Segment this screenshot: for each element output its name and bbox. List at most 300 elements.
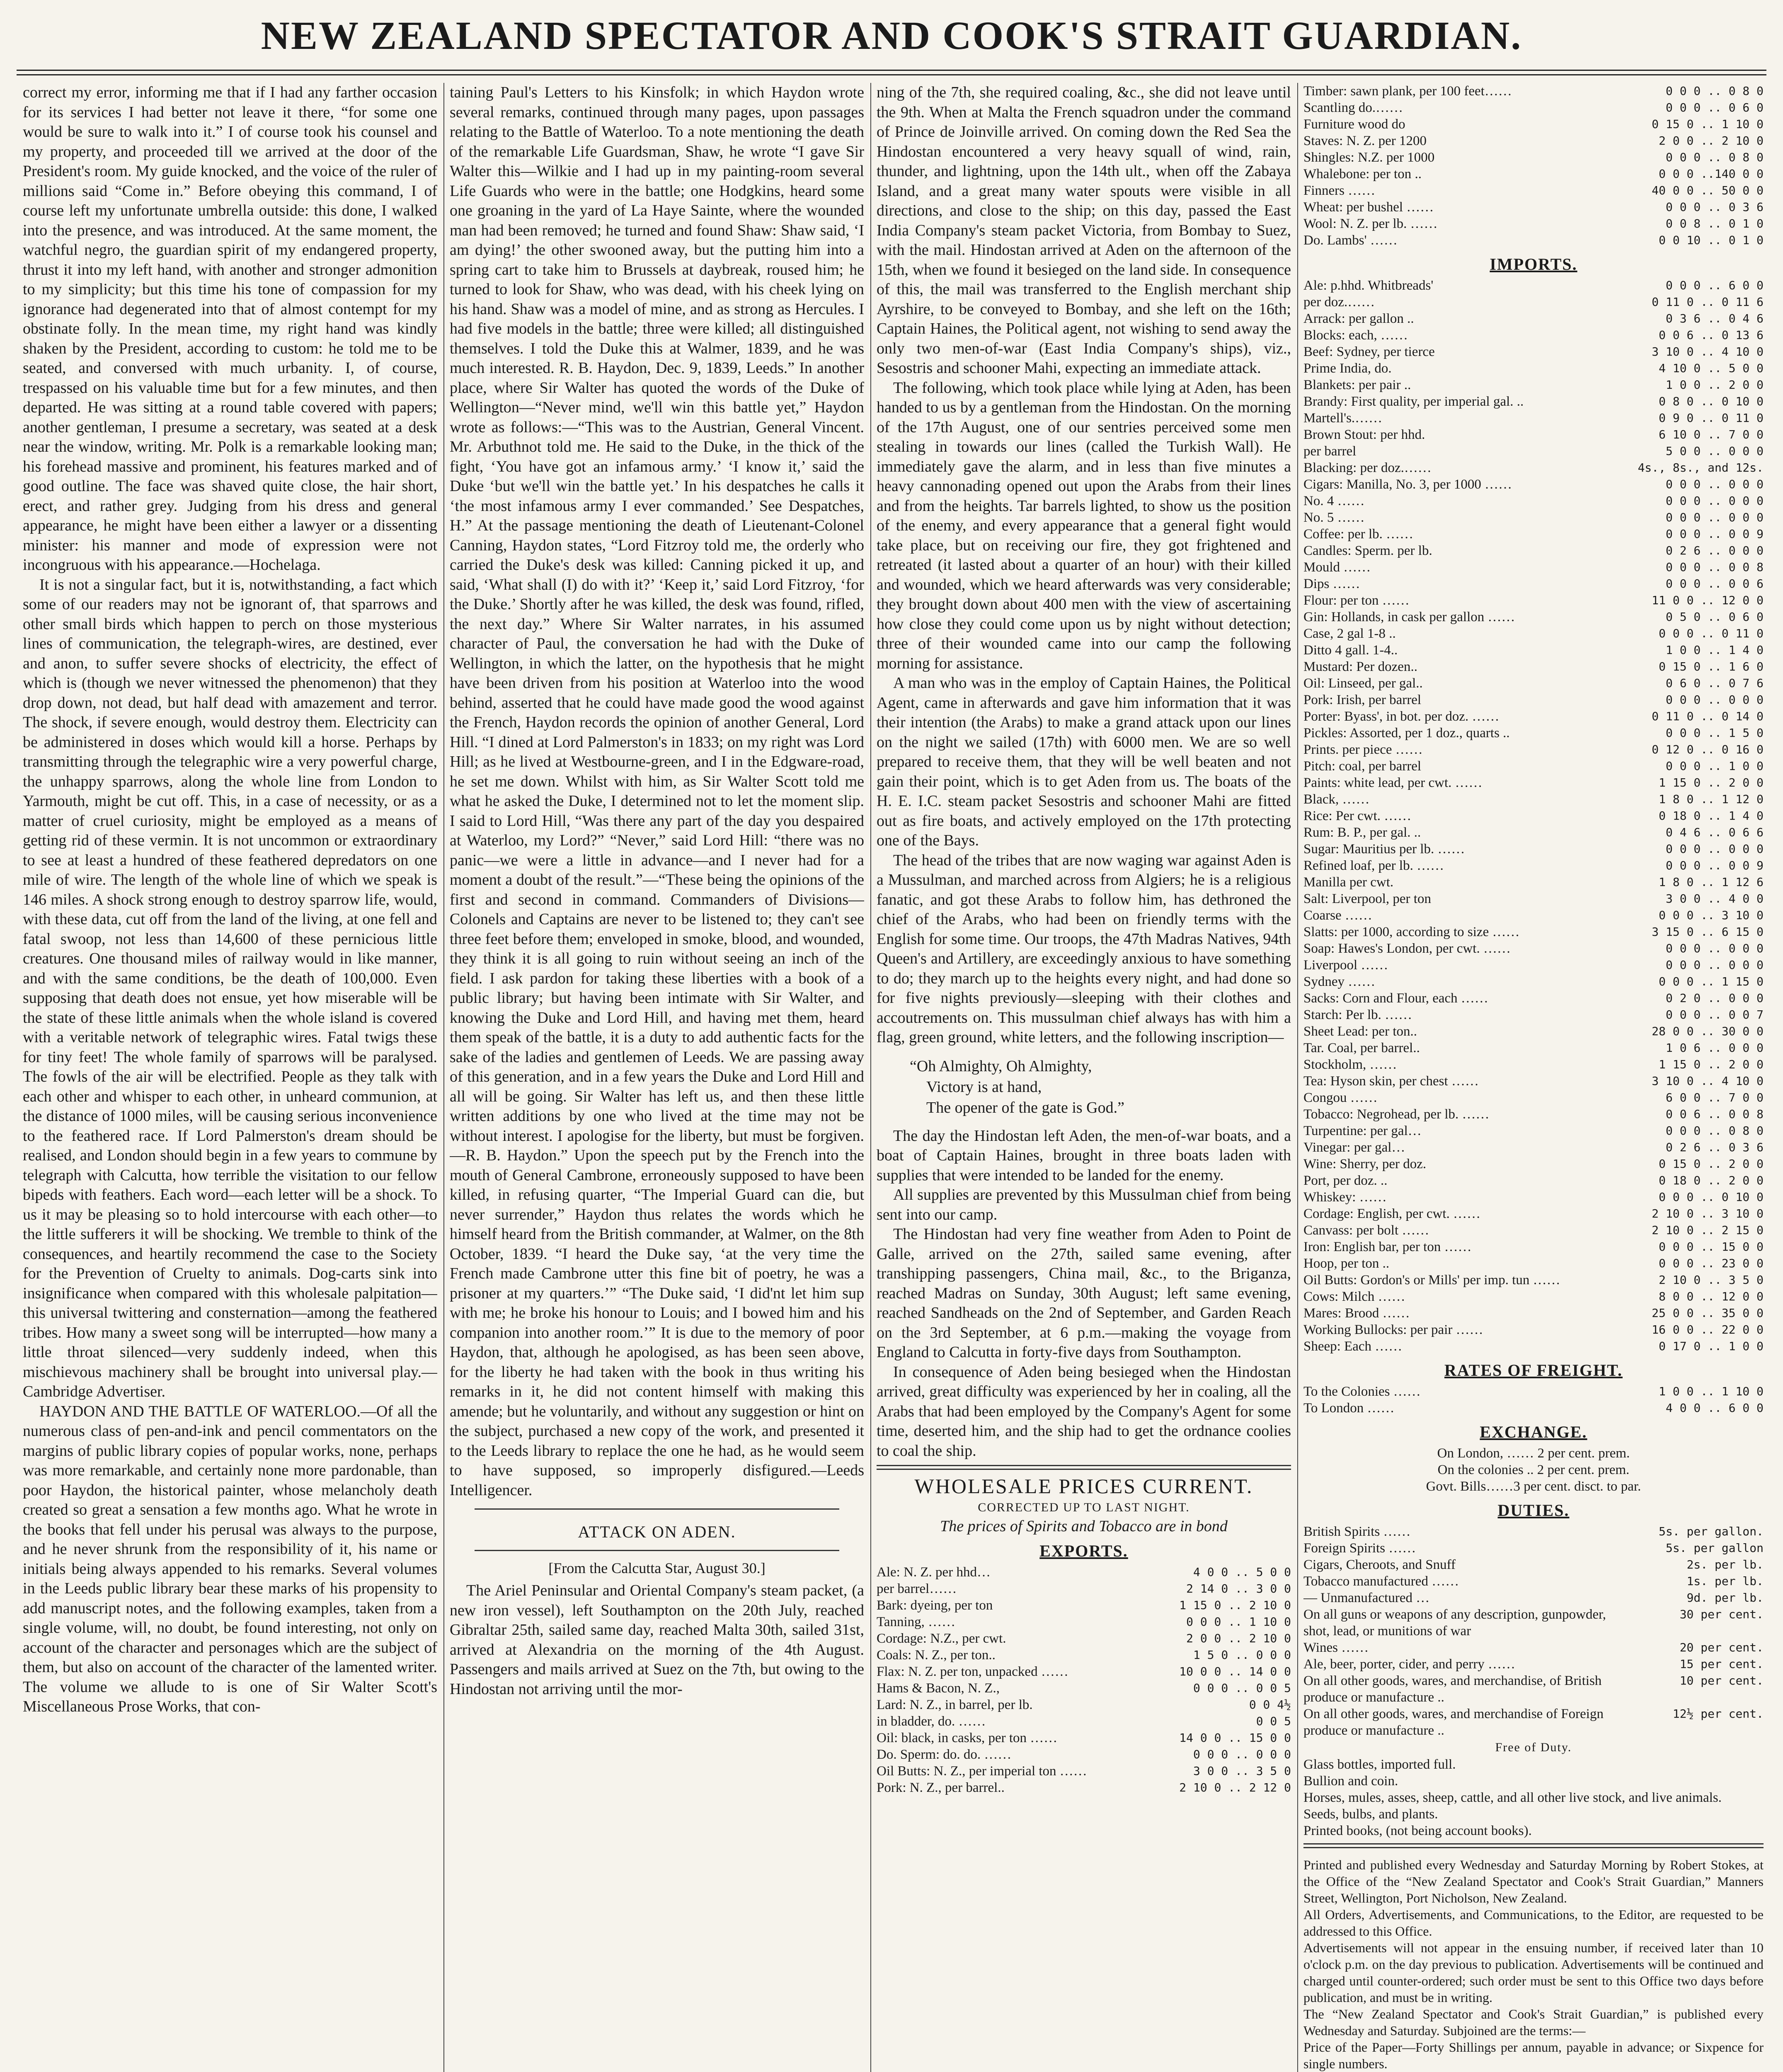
import-price-row-label: Gin: Hollands, in cask per gallon …… [1303, 610, 1515, 625]
import-price-row [1303, 327, 1764, 344]
colophon [1303, 1857, 1764, 2072]
import-price-row-label: Mares: Brood …… [1303, 1306, 1410, 1321]
import-price-row [1303, 1040, 1764, 1056]
import-price-row [1303, 791, 1764, 808]
import-price-row-label: Tobacco: Negrohead, per lb. …… [1303, 1107, 1490, 1122]
free-item: Bullion and coin. [1303, 1774, 1398, 1789]
import-price-row-label: Candles: Sperm. per lb. [1303, 543, 1432, 558]
colophon-para: Advertisements will not appear in the ensuing number, if received later than 10 o'clock p.m. on the day previous to publication. Advertisements will be continued and charged until counter-ordered; such order must be sent to this Office two days before publication, and must be in writing. [1303, 1940, 1764, 2005]
import-price-row-label: Cordage: English, per cwt. …… [1303, 1206, 1481, 1221]
freight-row-value: 4 0 0 .. 6 0 0 [1665, 1401, 1764, 1415]
import-price-row [1303, 891, 1764, 907]
export-price-row [877, 1697, 1291, 1713]
attack-source: [From the Calcutta Star, August 30.] [548, 1560, 766, 1576]
duty-row [1303, 1706, 1764, 1739]
import-price-row-value: 0 18 0 .. 1 4 0 [1659, 809, 1764, 823]
import-price-row-value: 0 11 0 .. 0 11 6 [1652, 295, 1764, 309]
import-price-row [1303, 973, 1764, 990]
import-price-row-value: 0 0 0 .. 0 0 0 [1665, 511, 1764, 524]
import-price-row-label: Mustard: Per dozen.. [1303, 659, 1417, 674]
import-price-row-label: per doz.…… [1303, 295, 1375, 310]
exchange-line: On the colonies .. 2 per cent. prem. [1437, 1462, 1630, 1477]
duty-row [1303, 1606, 1764, 1639]
import-price-row-label: Sugar: Mauritius per lb. …… [1303, 842, 1465, 857]
colophon-para: Printed and published every Wednesday and Saturday Morning by Robert Stokes, at the Office of the “New Zealand Spectator and Cook's Strait Guardian,” Manners Street, Wellington, Port Nicholson, New Zealand. [1303, 1857, 1764, 1905]
export-price-row-label: Oil: black, in casks, per ton …… [877, 1731, 1058, 1745]
import-price-row [1303, 907, 1764, 924]
article-paragraph: The head of the tribes that are now waging war against Aden is a Mussulman, and marched across from Algiers; he is a religious fanatic, and got these Arabs to follow him, has dethroned the chief of the Arabs, who had been on friendly terms with the English for some time. Our troops, the 47th Madras Natives, 94th Queen's and Artillery, are exceedingly anxious to have something to do; they march up to the heights every night, and had done so for five nights previously—sleeping with their clothes and accoutrements on. This mussulman chief always has with him a flag, green ground, white letters, and the following inscription— [877, 851, 1291, 1046]
export-price-row [877, 1564, 1291, 1581]
export-price-row [877, 1614, 1291, 1630]
import-price-row [1303, 708, 1764, 725]
exchange-list [1303, 1445, 1764, 1495]
import-price-row-label: Stockholm, …… [1303, 1057, 1397, 1072]
export-price-row [1303, 199, 1764, 215]
export-price-row-label: per barrel…… [877, 1581, 957, 1596]
article-paragraph: In consequence of Aden being besieged when the Hindostan arrived, great difficulty was experienced by her in coaling, all the Arabs that had been employed by the Company's Agent for some time, deserted him, and the ship had to get the ordnance coolies to coal the ship. [877, 1363, 1291, 1460]
duty-row-label: On all guns or weapons of any description, gunpowder, shot, lead, or munitions of war [1303, 1607, 1606, 1639]
import-price-row-label: Manilla per cwt. [1303, 875, 1394, 890]
export-price-row-label: Pork: N. Z., per barrel.. [877, 1780, 1005, 1795]
export-price-row-label: Do. Sperm: do. do. …… [877, 1747, 1012, 1762]
duty-row-label: Ale, beer, porter, cider, and perry …… [1303, 1657, 1515, 1672]
import-price-row [1303, 1322, 1764, 1338]
duty-row-label: — Unmanufactured … [1303, 1590, 1430, 1605]
import-price-row-value: 2 10 0 .. 3 5 0 [1659, 1273, 1764, 1287]
import-price-row [1303, 410, 1764, 426]
import-price-row [1303, 692, 1764, 708]
import-price-row-label: Paints: white lead, per cwt. …… [1303, 775, 1483, 790]
export-price-row-value: 0 0 0 .. 0 0 5 [1193, 1681, 1291, 1695]
export-price-row [877, 1746, 1291, 1763]
export-price-row-label: Coals: N. Z., per ton.. [877, 1648, 996, 1663]
import-price-row-value: 28 0 0 .. 30 0 0 [1652, 1024, 1764, 1038]
import-price-row [1303, 808, 1764, 824]
import-price-row-label: Porter: Byass', in bot. per doz. …… [1303, 709, 1500, 724]
import-price-row [1303, 277, 1764, 294]
import-price-row [1303, 1338, 1764, 1355]
import-price-row [1303, 1073, 1764, 1089]
import-price-row-value: 8 0 0 .. 12 0 0 [1659, 1290, 1764, 1303]
column-divider [443, 83, 444, 2072]
duty-row-value: 12½ per cent. [1672, 1707, 1764, 1721]
import-price-row-value: 0 0 0 .. 1 15 0 [1659, 975, 1764, 988]
export-price-row [877, 1713, 1291, 1730]
colophon-para: All Orders, Advertisements, and Communications, to the Editor, are requested to be addressed to this Office. [1303, 1907, 1764, 1939]
duty-row-value: 5s. per gallon. [1659, 1525, 1764, 1538]
masthead-rule [17, 70, 1766, 75]
import-price-row-label: Pork: Irish, per barrel [1303, 692, 1422, 707]
import-price-row-value: 0 3 6 .. 0 4 6 [1665, 312, 1764, 325]
import-price-row-label: Arrack: per gallon .. [1303, 311, 1414, 326]
export-price-row-value: 0 0 0 .. 0 6 0 [1665, 101, 1764, 114]
exchange-title: EXCHANGE. [1480, 1423, 1587, 1441]
poem-line: Victory is at hand, [926, 1078, 1042, 1096]
export-price-row-value: 0 0 8 .. 0 1 0 [1665, 217, 1764, 230]
export-price-row-label: Bark: dyeing, per ton [877, 1598, 993, 1613]
duty-row-label: On all other goods, wares, and merchandise, of British produce or manufacture .. [1303, 1673, 1602, 1705]
import-price-row-value: 6 10 0 .. 7 0 0 [1659, 428, 1764, 441]
import-price-row-value: 0 6 0 .. 0 7 6 [1665, 676, 1764, 690]
import-price-row [1303, 1123, 1764, 1139]
import-price-row-value: 0 0 6 .. 0 0 8 [1665, 1107, 1764, 1121]
import-price-row [1303, 1056, 1764, 1073]
section-rule [475, 1550, 839, 1551]
import-price-row-value: 1 15 0 .. 2 0 0 [1659, 1058, 1764, 1071]
prices-subtitle: CORRECTED UP TO LAST NIGHT. [978, 1501, 1190, 1514]
import-price-row-value: 0 0 0 .. 0 0 8 [1665, 560, 1764, 574]
export-price-row-value: 2 0 0 .. 2 10 0 [1186, 1631, 1291, 1645]
import-price-row-label: Iron: English bar, per ton …… [1303, 1239, 1472, 1254]
export-price-row-value: 10 0 0 .. 14 0 0 [1179, 1665, 1291, 1678]
export-price-row [877, 1763, 1291, 1779]
export-price-row-label: Staves: N. Z. per 1200 [1303, 133, 1427, 148]
exchange-line: Govt. Bills……3 per cent. disct. to par. [1426, 1479, 1641, 1494]
import-price-row-label: Flour: per ton …… [1303, 593, 1410, 608]
import-price-row-value: 0 0 0 .. 0 0 0 [1665, 477, 1764, 491]
import-price-row-label: Sheet Lead: per ton.. [1303, 1024, 1417, 1039]
import-price-row-label: Tea: Hyson skin, per chest …… [1303, 1074, 1479, 1089]
import-price-row-value: 1 8 0 .. 1 12 0 [1659, 792, 1764, 806]
export-price-row [877, 1680, 1291, 1697]
import-price-row [1303, 675, 1764, 692]
import-price-row [1303, 824, 1764, 841]
export-price-row [1303, 116, 1764, 133]
duty-row-label: British Spirits …… [1303, 1524, 1411, 1539]
duties-title: DUTIES. [1497, 1501, 1570, 1520]
export-price-row-value: 0 0 5 [1256, 1714, 1291, 1728]
duty-row-label: Tobacco manufactured …… [1303, 1574, 1459, 1589]
import-price-row-value: 0 0 0 .. 0 0 0 [1665, 842, 1764, 856]
article-paragraph: The following, which took place while lying at Aden, has been handed to us by a gentleman from the Hindostan. On the morning of the 17th August, one of our sentries perceived some men stealing in towards our lines (called the Turkish Wall). He immediately gave the alarm, and in less than five minutes a heavy cannonading opened out upon the Arabs from their lines and from the heights. Tar barrels lighted, to show us the position of the enemy, and every appearance that a general fight would take place, but on receiving our fire, they got frightened and retreated (it lasted about a quarter of an hour) with their killed and wounded, which we heard afterwards was very considerable; they brought down about 400 men with the view of ascertaining how close they could come upon us by night without detection; three of their wounded came into our camp the following morning for assistance. [877, 379, 1291, 672]
import-price-row [1303, 360, 1764, 377]
import-price-row-label: Turpentine: per gal… [1303, 1123, 1422, 1138]
import-price-row-label: Dips …… [1303, 576, 1360, 591]
import-price-row-value: 0 0 0 .. 1 5 0 [1665, 726, 1764, 740]
import-price-row-label: Martell's.…… [1303, 411, 1383, 426]
import-price-row [1303, 957, 1764, 973]
import-price-row-label: Canvass: per bolt …… [1303, 1223, 1429, 1238]
import-price-row [1303, 841, 1764, 857]
export-price-row-value: 3 0 0 .. 3 5 0 [1193, 1764, 1291, 1778]
freight-row-label: To London …… [1303, 1401, 1395, 1416]
import-price-row-value: 0 0 0 .. 0 8 0 [1665, 1124, 1764, 1138]
section-rule [877, 1465, 1291, 1470]
import-price-row-value: 0 0 0 .. 0 0 6 [1665, 577, 1764, 591]
duty-row-value: 20 per cent. [1679, 1641, 1764, 1654]
duty-row-value: 30 per cent. [1679, 1607, 1764, 1621]
export-price-row-label: Cordage: N.Z., per cwt. [877, 1631, 1006, 1646]
import-price-row-value: 0 0 0 .. 15 0 0 [1659, 1240, 1764, 1254]
duties-list [1303, 1523, 1764, 1739]
import-price-row-value: 0 0 6 .. 0 13 6 [1659, 328, 1764, 342]
duty-row [1303, 1573, 1764, 1590]
import-price-row-value: 4 10 0 .. 5 0 0 [1659, 361, 1764, 375]
free-list [1303, 1756, 1764, 1839]
import-price-row-value: 0 0 0 .. 0 0 0 [1665, 958, 1764, 972]
import-price-row-label: Brandy: First quality, per imperial gal. .. [1303, 394, 1524, 409]
freight-row-value: 1 0 0 .. 1 10 0 [1659, 1385, 1764, 1398]
import-price-row-label: Prime India, do. [1303, 361, 1392, 376]
export-price-row-value: 40 0 0 .. 50 0 0 [1652, 184, 1764, 197]
import-price-row-value: 0 0 0 .. 1 0 0 [1665, 759, 1764, 773]
import-price-row [1303, 1139, 1764, 1156]
import-price-row [1303, 1007, 1764, 1023]
export-price-row-label: Flax: N. Z. per ton, unpacked …… [877, 1664, 1068, 1679]
import-price-row [1303, 310, 1764, 327]
column-divider [1297, 83, 1298, 2072]
import-price-row-label: per barrel [1303, 444, 1357, 459]
import-price-row-label: Rice: Per cwt. …… [1303, 808, 1412, 823]
export-price-row-label: Whalebone: per ton .. [1303, 167, 1422, 182]
export-price-row-value: 0 0 0 .. 1 10 0 [1186, 1615, 1291, 1629]
import-price-row-value: 0 0 0 .. 0 11 0 [1659, 627, 1764, 640]
import-price-row-value: 4s., 8s., and 12s. [1638, 461, 1764, 474]
freight-list [1303, 1383, 1764, 1416]
export-price-row [877, 1730, 1291, 1746]
import-price-row-label: Sydney …… [1303, 974, 1376, 989]
import-price-row [1303, 559, 1764, 576]
import-price-row-label: Salt: Liverpool, per ton [1303, 891, 1431, 906]
import-price-row-label: Refined loaf, per lb. …… [1303, 858, 1444, 873]
colophon-para: The “New Zealand Spectator and Cook's Strait Guardian,” is published every Wednesday and Saturday. Subjoined are the terms:— [1303, 2007, 1764, 2038]
article-paragraph: taining Paul's Letters to his Kinsfolk; in which Haydon wrote several remarks, continued through many pages, upon passages relating to the Battle of Waterloo. To a note mentioning the death of the remarkable Life Guardsman, Shaw, he wrote “I gave Sir Walter this—Wilkie and I had up in my painting-room several Life Guards who were in the battle; one Hodgkins, heard some one groaning in the yard of La Haye Sainte, where the wounded man had been removed; he turned and found Shaw: Shaw said, ‘I am dying!’ the other swooned away, but the putting him into a spring cart to take him to Brussels at daybreak, roused him; he turned to look for Shaw, who was dead, with his cheek lying on his hand. Shaw was a model of mine, and as strong as Hercules. I had five models in the battle; three were killed; all distinguished themselves. I told the Duke this at Walmer, 1839, and he was much interested. R. B. Haydon, Dec. 9, 1839, Leeds.” In another place, where Sir Walter has quoted the words of the Duke of Wellington—“Never mind, we'll win this battle yet,” Haydon wrote as follows:—“This was to the Austrian, General Vincent. Mr. Arbuthnot told me. He said to the Duke, in the thick of the fight, ‘You have got an infamous army.’ ‘I know it,’ said the Duke ‘but we'll win the battle yet.’ In his despatches he calls it ‘the most infamous army I ever commanded.’ See Despatches, H.” At the passage mentioning the death of Lieutenant-Colonel Canning, Haydon states, “Lord Fitzroy told me, the orderly who carried the Duke's desk was killed: Canning picked it up, and said, ‘What shall (I) do with it?’ ‘Keep it,’ said Lord Fitzroy, ‘for the Duke.’ Shortly after he was killed, the desk was found, rifled, the next day.” Where Sir Walter narrates, in his assumed character of Paul, the conversation he had with the Duke of Wellington, in which the latter, on the hypothesis that he might have been driven from his position at Waterloo into the wood behind, asserted that he could have made good the wood against the French, Haydon records the opinion of another General, Lord Hill. “I dined at Lord Palmerston's in 1833; on my right was Lord Hill; as he lived at Westbourne-green, and I in the Edgware-road, he set me down. Whilst with him, as Sir Walter Scott told me what he asked the Duke, I determined not to let the moment slip. I said to Lord Hill, “Was there any part of the day you despaired at Waterloo, my Lord?” “Never,” said Lord Hill: “there was no panic—we were a little in advance—and I never had for a moment a doubt of the result.”—“These being the opinions of the first and second in command. Commanders of Divisions—Colonels and Captains are never to be listened to; they can't see three feet before them; enveloped in smoke, blood, and wounded, they think it is all going to ruin without seeing an inch of the field. I ask pardon for taking these liberties with a book of a public library; but having been intimate with Sir Walter, and knowing the Duke and Lord Hill, and having met them, heard them speak of the battle, it is a duty to add authentic facts for the sake of the ladies and gentlemen of Leeds. We are passing away of this generation, and in a few years the Duke and Lord Hill and all will be going. Sir Walter has left us, and then these little written additions by one who lived at the time may not be without interest. I apologise for the liberty, but must be forgiven.—R. B. Haydon.” Upon the speech put by the French into the mouth of General Cambrone, erroneously supposed to have been killed, in refusing quarter, “The Imperial Guard can die, but never surrender,” Haydon thus relates the words which he himself heard from the British commander, at Walmer, on the 8th October, 1839. “I heard the Duke say, ‘at the very time the French made Cambrone utter this fine bit of poetry, he was a prisoner at my quarters.’” “The Duke said, ‘I did'nt let him sup with me; he broke his honour to Louis; and I bowed him and his companion into another room.’” It is due to the memory of poor Haydon, that, although he apologised, as has been seen above, for the liberty he had taken with the book in thus writing his remarks in it, he did not content himself with making this amende; but he voluntarily, and without any suggestion or hint on the subject, purchased a new copy of the work, and presented it to the Leeds library to replace the one he had, as he would seem to have supposed, so improperly disfigured.—Leeds Intelligencer. [450, 84, 864, 1499]
import-price-row [1303, 542, 1764, 559]
export-price-row [1303, 232, 1764, 249]
import-price-row-label: Congou …… [1303, 1090, 1378, 1105]
import-price-row-label: Working Bullocks: per pair …… [1303, 1322, 1483, 1337]
import-price-row [1303, 1189, 1764, 1205]
import-price-row [1303, 1272, 1764, 1288]
import-price-row-label: Port, per doz. .. [1303, 1173, 1388, 1188]
import-price-row-label: Tar. Coal, per barrel.. [1303, 1041, 1420, 1055]
import-price-row-value: 0 0 0 .. 0 0 7 [1665, 1008, 1764, 1021]
import-price-row-value: 0 18 0 .. 2 0 0 [1659, 1174, 1764, 1187]
import-price-row [1303, 576, 1764, 592]
import-price-row-label: Blocks: each, …… [1303, 328, 1408, 343]
import-price-row [1303, 476, 1764, 493]
import-price-row-label: Prints. per piece …… [1303, 742, 1423, 757]
export-price-row-label: Shingles: N.Z. per 1000 [1303, 150, 1435, 165]
import-price-row-label: Cigars: Manilla, No. 3, per 1000 …… [1303, 477, 1512, 492]
import-price-row-label: Sheep: Each …… [1303, 1339, 1403, 1354]
article-paragraph: All supplies are prevented by this Mussulman chief from being sent into our camp. [877, 1186, 1291, 1223]
export-price-row-value: 0 0 0 .. 0 0 0 [1193, 1748, 1291, 1761]
import-price-row-label: Cows: Milch …… [1303, 1289, 1405, 1304]
article-paragraph: correct my error, informing me that if I had any farther occasion for its services I had better not leave it there, “for some one would be sure to walk into it.” I of course took his counsel and my property, and proceeded till we arrived at the door of the President's room. My guide knocked, and the voice of the ruler of millions said “Come in.” Before obeying this command, I of course left my unfortunate umbrella outside: this done, I walked into the presence, and was introduced. At the same moment, the watchful negro, the guardian spirit of my endangered property, thrust it into my left hand, with another and stronger admonition to my simplicity; but this time his tone of compassion for my ignorance had degenerated into that of almost contempt for my obstinate folly. In the mean time, my right hand was kindly shaken by the President, according to custom: he told me to be seated, and conversed with much urbanity. I, of course, trespassed on his valuable time but for a few minutes, and then departed. He was sitting at a round table covered with papers; another gentleman, I presume a secretary, was seated at a desk near the window, writing. Mr. Polk is a remarkable looking man; his forehead massive and prominent, his features marked and of good outline. The face was shaved quite close, the hair short, erect, and rather grey. Judging from his dress and general appearance, he might have been either a lawyer or a dissenting minister: his manner and mode of expression were not incongruous with his appearance.—Hochelaga. [23, 84, 437, 574]
exchange-line: On London, …… 2 per cent. prem. [1437, 1446, 1630, 1461]
import-price-row-value: 0 9 0 .. 0 11 0 [1659, 411, 1764, 425]
poem-line: “Oh Almighty, Oh Almighty, [910, 1057, 1092, 1075]
export-price-row [1303, 215, 1764, 232]
export-price-row [1303, 182, 1764, 199]
export-price-row [1303, 83, 1764, 99]
duty-row-value: 9d. per lb. [1686, 1591, 1764, 1605]
freight-row [1303, 1383, 1764, 1400]
import-price-row-label: Pitch: coal, per barrel [1303, 759, 1422, 774]
column-4 [1303, 83, 1764, 2072]
free-item: Glass bottles, imported full. [1303, 1757, 1456, 1772]
import-price-row [1303, 344, 1764, 360]
import-price-row-value: 1 0 0 .. 1 4 0 [1665, 643, 1764, 657]
section-rule [475, 1508, 839, 1510]
duty-row-value: 2s. per lb. [1686, 1558, 1764, 1571]
import-price-row-label: Blacking: per doz.…… [1303, 460, 1432, 475]
import-price-row [1303, 460, 1764, 476]
section-rule [1303, 1843, 1764, 1848]
import-price-row-label: Whiskey: …… [1303, 1190, 1387, 1205]
import-price-row-label: Vinegar: per gal… [1303, 1140, 1405, 1155]
import-price-row-value: 0 15 0 .. 1 6 0 [1659, 660, 1764, 673]
import-price-row-value: 0 0 0 .. 6 0 0 [1665, 278, 1764, 292]
import-price-row-label: Sacks: Corn and Flour, each …… [1303, 991, 1488, 1006]
column-2 [450, 83, 864, 2072]
import-price-row-value: 0 0 0 .. 0 0 9 [1665, 859, 1764, 872]
free-item: Horses, mules, asses, sheep, cattle, and all other live stock, and live animals. [1303, 1790, 1722, 1805]
export-price-row-label: Hams & Bacon, N. Z., [877, 1681, 1000, 1696]
import-price-row [1303, 592, 1764, 609]
export-price-row-value: 0 0 0 .. 0 3 6 [1665, 200, 1764, 214]
import-price-row [1303, 1106, 1764, 1123]
import-price-row [1303, 393, 1764, 410]
import-price-row-label: Coarse …… [1303, 908, 1372, 923]
import-price-row-label: Wine: Sherry, per doz. [1303, 1157, 1427, 1172]
column-divider [870, 83, 871, 2072]
exports-title: EXPORTS. [1039, 1542, 1128, 1560]
import-price-row-value: 2 10 0 .. 2 15 0 [1652, 1223, 1764, 1237]
export-price-row-label: Tanning, …… [877, 1615, 956, 1629]
export-price-row [877, 1581, 1291, 1597]
import-price-row [1303, 990, 1764, 1007]
export-price-row [1303, 149, 1764, 166]
import-price-row-value: 1 8 0 .. 1 12 6 [1659, 875, 1764, 889]
export-price-row-value: 0 0 10 .. 0 1 0 [1659, 233, 1764, 247]
import-price-row-value: 0 0 0 .. 0 0 0 [1665, 494, 1764, 508]
import-price-row-label: Ditto 4 gall. 1-4.. [1303, 643, 1398, 658]
import-price-row-value: 3 10 0 .. 4 10 0 [1652, 345, 1764, 358]
export-price-row-value: 1 5 0 .. 0 0 0 [1193, 1648, 1291, 1662]
exports-list [1303, 83, 1764, 249]
column-3 [877, 83, 1291, 2072]
import-price-row-value: 0 17 0 .. 1 0 0 [1659, 1339, 1764, 1353]
duty-row [1303, 1673, 1764, 1706]
import-price-row-label: Blankets: per pair .. [1303, 378, 1411, 392]
export-price-row-label: Wheat: per bushel …… [1303, 200, 1434, 215]
import-price-row [1303, 924, 1764, 940]
import-price-row-value: 16 0 0 .. 22 0 0 [1652, 1323, 1764, 1336]
import-price-row-value: 0 12 0 .. 0 16 0 [1652, 743, 1764, 756]
export-price-row-value: 0 15 0 .. 1 10 0 [1652, 117, 1764, 131]
import-price-row-value: 5 0 0 .. 0 0 0 [1665, 444, 1764, 458]
duty-row [1303, 1540, 1764, 1556]
import-price-row [1303, 426, 1764, 443]
duty-row-value: 15 per cent. [1679, 1657, 1764, 1671]
article-paragraph: ning of the 7th, she required coaling, &c., she did not leave until the 9th. When at Malta the French squadron under the command of Prince de Joinville arrived. On coming down the Red Sea the Hindostan encountered a very heavy squall of wind, rain, thunder, and lightning, upon the 14th ult., when off the Zabaya Island, and a great many water spouts were visible in all directions, and close to the ship; on this day, passed the East India Company's steam packet Victoria, from Bombay to Suez, with the mail. Hindostan arrived at Aden on the afternoon of the 15th, when we found it besieged on the land side. In consequence of this, the mail was transferred to the English merchant ship Ayrshire, to be conveyed to Bombay, and she left on the 16th; Captain Haines, the Political agent, not wishing to send away the only two men-of-war (East India Company's ships), viz., Sesostris and schooner Mahi, expecting an immediate attack. [877, 84, 1291, 377]
import-price-row [1303, 1305, 1764, 1322]
article-paragraph: A man who was in the employ of Captain Haines, the Political Agent, came in afterwards and gave him information that it was their intention (the Arabs) to make a grand attack upon our lines on the night we sailed (17th) with 6000 men. We are so well prepared to receive them, that they will be well beaten and not gain their point, which is to get Aden from us. The boats of the H. E. I.C. steam packet Sesostris and schooner Mahi are fitted out as fire boats, and actively employed on the 17th protecting one of the Bays. [877, 674, 1291, 849]
import-price-row [1303, 609, 1764, 625]
import-price-row-value: 0 2 0 .. 0 0 0 [1665, 991, 1764, 1005]
import-price-row-label: Soap: Hawes's London, per cwt. …… [1303, 941, 1511, 956]
import-price-row-label: Starch: Per lb. …… [1303, 1007, 1412, 1022]
import-price-row-value: 1 0 0 .. 2 0 0 [1665, 378, 1764, 392]
import-price-row-value: 0 0 0 .. 0 0 9 [1665, 527, 1764, 541]
duty-row-label: Cigars, Cheroots, and Snuff [1303, 1557, 1456, 1572]
duty-row-label: On all other goods, wares, and merchandise of Foreign produce or manufacture .. [1303, 1706, 1604, 1738]
import-price-row-value: 3 0 0 .. 4 0 0 [1665, 892, 1764, 905]
import-price-row [1303, 758, 1764, 775]
prices-note: The prices of Spirits and Tobacco are in bond [940, 1518, 1228, 1535]
import-price-row-value: 6 0 0 .. 7 0 0 [1665, 1091, 1764, 1104]
import-price-row-label: Pickles: Assorted, per 1 doz., quarts .. [1303, 726, 1510, 741]
duty-row [1303, 1556, 1764, 1573]
freight-row-label: To the Colonies …… [1303, 1384, 1421, 1399]
exports-list [877, 1564, 1291, 1796]
import-price-row-value: 0 15 0 .. 2 0 0 [1659, 1157, 1764, 1171]
prices-title: WHOLESALE PRICES CURRENT. [914, 1474, 1253, 1498]
import-price-row-value: 3 15 0 .. 6 15 0 [1652, 925, 1764, 939]
import-price-row-value: 0 5 0 .. 0 6 0 [1665, 610, 1764, 624]
column-1 [23, 83, 437, 2072]
export-price-row-label: Timber: sawn plank, per 100 feet…… [1303, 84, 1512, 99]
export-price-row-label: Lard: N. Z., in barrel, per lb. [877, 1697, 1033, 1712]
import-price-row [1303, 493, 1764, 509]
import-price-row-label: Coffee: per lb. …… [1303, 527, 1414, 542]
import-price-row-value: 1 0 6 .. 0 0 0 [1665, 1041, 1764, 1055]
export-price-row-value: 0 0 4½ [1249, 1698, 1291, 1711]
import-price-row-value: 2 10 0 .. 3 10 0 [1652, 1207, 1764, 1220]
export-price-row [1303, 99, 1764, 116]
import-price-row [1303, 526, 1764, 542]
import-price-row [1303, 1222, 1764, 1239]
attack-headline: ATTACK ON ADEN. [578, 1523, 736, 1541]
export-price-row [877, 1779, 1291, 1796]
article-paragraph: The day the Hindostan left Aden, the men-of-war boats, and a boat of Captain Haines, brought in three boats laden with supplies that were intended to be landed for the enemy. [877, 1127, 1291, 1184]
import-price-row-value: 3 10 0 .. 4 10 0 [1652, 1074, 1764, 1088]
import-price-row [1303, 1205, 1764, 1222]
masthead: NEW ZEALAND SPECTATOR AND COOK'S STRAIT GUARDIAN. [261, 13, 1522, 58]
import-price-row-label: Case, 2 gal 1-8 .. [1303, 626, 1396, 641]
import-price-row-value: 0 0 0 .. 3 10 0 [1659, 908, 1764, 922]
freight-title: RATES OF FREIGHT. [1444, 1361, 1623, 1380]
poem-line: The opener of the gate is God.” [926, 1099, 1124, 1116]
import-price-row [1303, 658, 1764, 675]
export-price-row-label: Ale: N. Z. per hhd… [877, 1565, 991, 1580]
export-price-row [877, 1597, 1291, 1614]
duty-row-value: 5s. per gallon [1665, 1541, 1764, 1555]
duty-row [1303, 1656, 1764, 1673]
article-paragraph: It is not a singular fact, but it is, notwithstanding, a fact which some of our readers may not be ignorant of, that sparrows and other small birds which happen to perch on those mysterious lines of communication, the telegraph-wires, are destined, ever and anon, to suffer severe shocks of electricity, the effect of which is (though we never witnessed the phenomenon) that they drop down, not dead, but half dead with amazement and terror. The shock, if severe enough, would destroy them. Electricity can be administered in doses which would kill a horse. Perhaps by transmitting through the telegraphic wire a very powerful charge, the unhappy sparrows, along the whole line from London to Yarmouth, might be cut off. This, in a case of necessity, or as a matter of cruel curiosity, might be employed as a means of getting rid of these vermin. It is not uncommon or extraordinary to see at least a hundred of these feathered depredators on one mile of wire. The length of the whole line of which we speak is 146 miles. A shock strong enough to destroy sparrow life, would, with these data, cut off from the land of the living, at one fell and fatal swoop, not less than 14,600 of these pernicious little creatures. One thousand miles of railway would in like manner, and with the same conditions, be the death of 100,000. Even supposing that death does not ensue, yet how miserable will be the state of these little animals when the whole island is covered with a veritable network of telegraphic wires. Fatal twigs these for tiny feet! The whole family of sparrows will be paralysed. The fowls of the air will be electrified. People as they talk with each other and whisper to each other, in unheard communion, at the distance of 1000 miles, will be causing serious inconvenience to the feathered race. If Lord Palmerston's dream should be realised, and London should begin in a few years to commune by telegraph with Calcutta, how terrible the visitation to our fellow bipeds with feathers. Each word—each letter will be a shock. To us it may be pleasing so to hold intercourse with each other—to the little sufferers it will be shocking. We tremble to think of the consequences, and heartily recommend the case to the Society for the Prevention of Cruelty to animals. Dog-carts sink into insignificance when compared with this wholesale palpitation—this universal twittering and consternation—among the feathered tribes. How many a sweet song will be interrupted—how many a little throat silenced—very suddenly indeed, when this mischievous machinery shall be brought into universal play.—Cambridge Advertiser. [23, 576, 437, 1400]
import-price-row-label: Rum: B. P., per gal. .. [1303, 825, 1421, 840]
import-price-row [1303, 940, 1764, 957]
export-price-row-value: 0 0 0 ..140 0 0 [1659, 167, 1764, 181]
import-price-row [1303, 725, 1764, 741]
export-price-row-value: 1 15 0 .. 2 10 0 [1179, 1598, 1291, 1612]
duty-row [1303, 1590, 1764, 1606]
export-price-row-value: 2 10 0 .. 2 12 0 [1179, 1781, 1291, 1794]
import-price-row-value: 11 0 0 .. 12 0 0 [1652, 593, 1764, 607]
export-price-row-label: Scantling do.…… [1303, 100, 1403, 115]
import-price-row [1303, 377, 1764, 393]
export-price-row-value: 2 0 0 .. 2 10 0 [1659, 134, 1764, 148]
import-price-row-value: 0 8 0 .. 0 10 0 [1659, 395, 1764, 408]
export-price-row-value: 0 0 0 .. 0 8 0 [1665, 84, 1764, 98]
free-item: Seeds, bulbs, and plants. [1303, 1807, 1438, 1822]
import-price-row-label: Hoop, per ton .. [1303, 1256, 1390, 1271]
export-price-row-label: Oil Butts: N. Z., per imperial ton …… [877, 1764, 1087, 1779]
import-price-row [1303, 443, 1764, 460]
export-price-row [877, 1647, 1291, 1663]
